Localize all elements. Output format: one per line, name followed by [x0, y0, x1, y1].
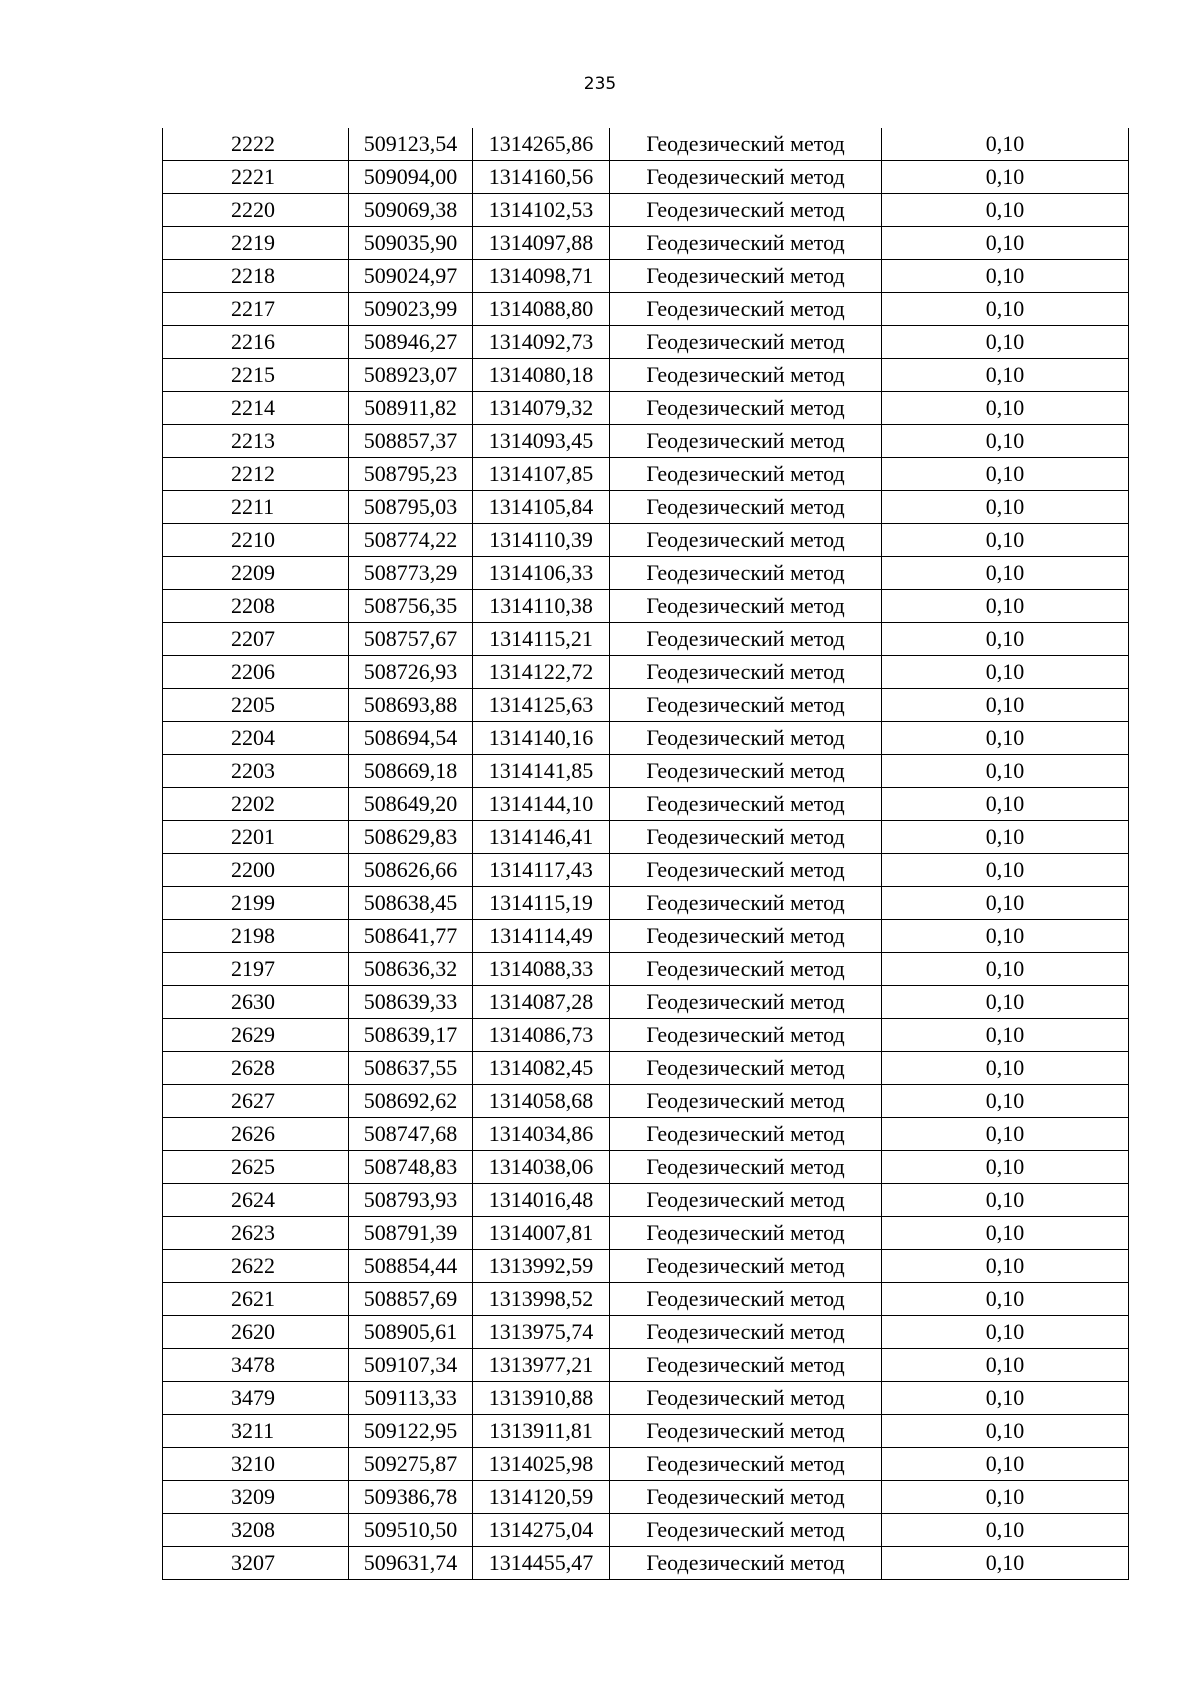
method-cell: Геодезический метод [610, 590, 882, 623]
method-cell: Геодезический метод [610, 1382, 882, 1415]
x-coordinate-cell: 509275,87 [349, 1448, 473, 1481]
point-number-cell: 2217 [163, 293, 349, 326]
table-row [163, 788, 1129, 821]
method-cell: Геодезический метод [610, 1085, 882, 1118]
accuracy-cell: 0,10 [882, 1481, 1129, 1514]
x-coordinate-cell: 509123,54 [349, 128, 473, 161]
y-coordinate-cell: 1314140,16 [473, 722, 610, 755]
accuracy-cell: 0,10 [882, 722, 1129, 755]
y-coordinate-cell: 1314025,98 [473, 1448, 610, 1481]
table-row [163, 458, 1129, 491]
y-coordinate-cell: 1314098,71 [473, 260, 610, 293]
y-coordinate-cell: 1314097,88 [473, 227, 610, 260]
x-coordinate-cell: 508795,03 [349, 491, 473, 524]
method-cell: Геодезический метод [610, 392, 882, 425]
table-row [163, 887, 1129, 920]
point-number-cell: 3478 [163, 1349, 349, 1382]
method-cell: Геодезический метод [610, 194, 882, 227]
table-row [163, 1151, 1129, 1184]
table-row [163, 1019, 1129, 1052]
point-number-cell: 2204 [163, 722, 349, 755]
x-coordinate-cell: 508694,54 [349, 722, 473, 755]
table-row [163, 1316, 1129, 1349]
y-coordinate-cell: 1314087,28 [473, 986, 610, 1019]
point-number-cell: 2215 [163, 359, 349, 392]
table-row [163, 524, 1129, 557]
y-coordinate-cell: 1314016,48 [473, 1184, 610, 1217]
point-number-cell: 2209 [163, 557, 349, 590]
method-cell: Геодезический метод [610, 1019, 882, 1052]
accuracy-cell: 0,10 [882, 1151, 1129, 1184]
accuracy-cell: 0,10 [882, 1250, 1129, 1283]
y-coordinate-cell: 1314114,49 [473, 920, 610, 953]
table-row [163, 1349, 1129, 1382]
table-row [163, 590, 1129, 623]
point-number-cell: 2203 [163, 755, 349, 788]
coordinates-table-body [163, 128, 1129, 1580]
accuracy-cell: 0,10 [882, 887, 1129, 920]
accuracy-cell: 0,10 [882, 1052, 1129, 1085]
table-row [163, 227, 1129, 260]
y-coordinate-cell: 1314105,84 [473, 491, 610, 524]
method-cell: Геодезический метод [610, 755, 882, 788]
method-cell: Геодезический метод [610, 656, 882, 689]
x-coordinate-cell: 508911,82 [349, 392, 473, 425]
x-coordinate-cell: 509510,50 [349, 1514, 473, 1547]
point-number-cell: 2220 [163, 194, 349, 227]
table-row [163, 1547, 1129, 1580]
method-cell: Геодезический метод [610, 1514, 882, 1547]
method-cell: Геодезический метод [610, 1316, 882, 1349]
page-number: 235 [583, 74, 617, 94]
table-row [163, 425, 1129, 458]
x-coordinate-cell: 508669,18 [349, 755, 473, 788]
y-coordinate-cell: 1313975,74 [473, 1316, 610, 1349]
accuracy-cell: 0,10 [882, 590, 1129, 623]
method-cell: Геодезический метод [610, 623, 882, 656]
x-coordinate-cell: 508693,88 [349, 689, 473, 722]
accuracy-cell: 0,10 [882, 689, 1129, 722]
point-number-cell: 2211 [163, 491, 349, 524]
y-coordinate-cell: 1314082,45 [473, 1052, 610, 1085]
table-row [163, 491, 1129, 524]
table-row [163, 161, 1129, 194]
accuracy-cell: 0,10 [882, 1019, 1129, 1052]
y-coordinate-cell: 1314088,80 [473, 293, 610, 326]
x-coordinate-cell: 508857,37 [349, 425, 473, 458]
accuracy-cell: 0,10 [882, 260, 1129, 293]
accuracy-cell: 0,10 [882, 1349, 1129, 1382]
table-row [163, 1382, 1129, 1415]
x-coordinate-cell: 509631,74 [349, 1547, 473, 1580]
accuracy-cell: 0,10 [882, 326, 1129, 359]
method-cell: Геодезический метод [610, 953, 882, 986]
table-row [163, 1184, 1129, 1217]
table-row [163, 1448, 1129, 1481]
point-number-cell: 2630 [163, 986, 349, 1019]
y-coordinate-cell: 1314110,38 [473, 590, 610, 623]
accuracy-cell: 0,10 [882, 953, 1129, 986]
table-row [163, 1085, 1129, 1118]
table-row [163, 1052, 1129, 1085]
accuracy-cell: 0,10 [882, 755, 1129, 788]
table-row [163, 557, 1129, 590]
point-number-cell: 2625 [163, 1151, 349, 1184]
y-coordinate-cell: 1314034,86 [473, 1118, 610, 1151]
table-row [163, 1217, 1129, 1250]
method-cell: Геодезический метод [610, 1151, 882, 1184]
x-coordinate-cell: 508795,23 [349, 458, 473, 491]
x-coordinate-cell: 508946,27 [349, 326, 473, 359]
method-cell: Геодезический метод [610, 524, 882, 557]
x-coordinate-cell: 508636,32 [349, 953, 473, 986]
x-coordinate-cell: 508905,61 [349, 1316, 473, 1349]
method-cell: Геодезический метод [610, 1184, 882, 1217]
y-coordinate-cell: 1314102,53 [473, 194, 610, 227]
point-number-cell: 3479 [163, 1382, 349, 1415]
y-coordinate-cell: 1314120,59 [473, 1481, 610, 1514]
point-number-cell: 3208 [163, 1514, 349, 1547]
accuracy-cell: 0,10 [882, 1085, 1129, 1118]
accuracy-cell: 0,10 [882, 557, 1129, 590]
table-row [163, 656, 1129, 689]
table-row [163, 953, 1129, 986]
point-number-cell: 2628 [163, 1052, 349, 1085]
accuracy-cell: 0,10 [882, 1184, 1129, 1217]
point-number-cell: 2214 [163, 392, 349, 425]
accuracy-cell: 0,10 [882, 425, 1129, 458]
table-row [163, 194, 1129, 227]
x-coordinate-cell: 509094,00 [349, 161, 473, 194]
accuracy-cell: 0,10 [882, 1382, 1129, 1415]
point-number-cell: 2206 [163, 656, 349, 689]
accuracy-cell: 0,10 [882, 1514, 1129, 1547]
method-cell: Геодезический метод [610, 557, 882, 590]
method-cell: Геодезический метод [610, 128, 882, 161]
accuracy-cell: 0,10 [882, 194, 1129, 227]
x-coordinate-cell: 508641,77 [349, 920, 473, 953]
point-number-cell: 3210 [163, 1448, 349, 1481]
method-cell: Геодезический метод [610, 227, 882, 260]
y-coordinate-cell: 1314122,72 [473, 656, 610, 689]
x-coordinate-cell: 508638,45 [349, 887, 473, 920]
x-coordinate-cell: 509023,99 [349, 293, 473, 326]
point-number-cell: 2623 [163, 1217, 349, 1250]
point-number-cell: 3207 [163, 1547, 349, 1580]
table-row [163, 128, 1129, 161]
y-coordinate-cell: 1313911,81 [473, 1415, 610, 1448]
accuracy-cell: 0,10 [882, 986, 1129, 1019]
accuracy-cell: 0,10 [882, 920, 1129, 953]
method-cell: Геодезический метод [610, 788, 882, 821]
x-coordinate-cell: 508692,62 [349, 1085, 473, 1118]
x-coordinate-cell: 508649,20 [349, 788, 473, 821]
x-coordinate-cell: 509069,38 [349, 194, 473, 227]
x-coordinate-cell: 509024,97 [349, 260, 473, 293]
point-number-cell: 2199 [163, 887, 349, 920]
table-row [163, 755, 1129, 788]
point-number-cell: 2213 [163, 425, 349, 458]
y-coordinate-cell: 1314115,19 [473, 887, 610, 920]
x-coordinate-cell: 508756,35 [349, 590, 473, 623]
x-coordinate-cell: 508757,67 [349, 623, 473, 656]
x-coordinate-cell: 509113,33 [349, 1382, 473, 1415]
point-number-cell: 2201 [163, 821, 349, 854]
point-number-cell: 2218 [163, 260, 349, 293]
accuracy-cell: 0,10 [882, 1118, 1129, 1151]
x-coordinate-cell: 509386,78 [349, 1481, 473, 1514]
table-row [163, 392, 1129, 425]
x-coordinate-cell: 508726,93 [349, 656, 473, 689]
accuracy-cell: 0,10 [882, 623, 1129, 656]
table-row [163, 821, 1129, 854]
y-coordinate-cell: 1313992,59 [473, 1250, 610, 1283]
y-coordinate-cell: 1314146,41 [473, 821, 610, 854]
table-row [163, 326, 1129, 359]
accuracy-cell: 0,10 [882, 788, 1129, 821]
x-coordinate-cell: 508629,83 [349, 821, 473, 854]
point-number-cell: 2629 [163, 1019, 349, 1052]
y-coordinate-cell: 1314144,10 [473, 788, 610, 821]
method-cell: Геодезический метод [610, 1448, 882, 1481]
y-coordinate-cell: 1314092,73 [473, 326, 610, 359]
x-coordinate-cell: 508773,29 [349, 557, 473, 590]
y-coordinate-cell: 1313910,88 [473, 1382, 610, 1415]
accuracy-cell: 0,10 [882, 1283, 1129, 1316]
table-row [163, 920, 1129, 953]
x-coordinate-cell: 508793,93 [349, 1184, 473, 1217]
y-coordinate-cell: 1314115,21 [473, 623, 610, 656]
x-coordinate-cell: 508747,68 [349, 1118, 473, 1151]
point-number-cell: 2205 [163, 689, 349, 722]
x-coordinate-cell: 508854,44 [349, 1250, 473, 1283]
accuracy-cell: 0,10 [882, 1217, 1129, 1250]
y-coordinate-cell: 1314107,85 [473, 458, 610, 491]
method-cell: Геодезический метод [610, 260, 882, 293]
method-cell: Геодезический метод [610, 887, 882, 920]
accuracy-cell: 0,10 [882, 821, 1129, 854]
method-cell: Геодезический метод [610, 986, 882, 1019]
table-row [163, 1250, 1129, 1283]
accuracy-cell: 0,10 [882, 1415, 1129, 1448]
table-row [163, 260, 1129, 293]
point-number-cell: 2207 [163, 623, 349, 656]
x-coordinate-cell: 508639,17 [349, 1019, 473, 1052]
table-row [163, 689, 1129, 722]
accuracy-cell: 0,10 [882, 656, 1129, 689]
point-number-cell: 2221 [163, 161, 349, 194]
accuracy-cell: 0,10 [882, 1547, 1129, 1580]
accuracy-cell: 0,10 [882, 161, 1129, 194]
method-cell: Геодезический метод [610, 854, 882, 887]
x-coordinate-cell: 508923,07 [349, 359, 473, 392]
point-number-cell: 2222 [163, 128, 349, 161]
point-number-cell: 2620 [163, 1316, 349, 1349]
point-number-cell: 2202 [163, 788, 349, 821]
accuracy-cell: 0,10 [882, 128, 1129, 161]
point-number-cell: 3211 [163, 1415, 349, 1448]
y-coordinate-cell: 1314038,06 [473, 1151, 610, 1184]
y-coordinate-cell: 1314058,68 [473, 1085, 610, 1118]
method-cell: Геодезический метод [610, 1349, 882, 1382]
point-number-cell: 2198 [163, 920, 349, 953]
point-number-cell: 2208 [163, 590, 349, 623]
y-coordinate-cell: 1313998,52 [473, 1283, 610, 1316]
accuracy-cell: 0,10 [882, 227, 1129, 260]
point-number-cell: 2627 [163, 1085, 349, 1118]
x-coordinate-cell: 509035,90 [349, 227, 473, 260]
method-cell: Геодезический метод [610, 161, 882, 194]
table-row [163, 854, 1129, 887]
method-cell: Геодезический метод [610, 326, 882, 359]
x-coordinate-cell: 508639,33 [349, 986, 473, 1019]
point-number-cell: 3209 [163, 1481, 349, 1514]
method-cell: Геодезический метод [610, 1118, 882, 1151]
method-cell: Геодезический метод [610, 1250, 882, 1283]
y-coordinate-cell: 1313977,21 [473, 1349, 610, 1382]
point-number-cell: 2622 [163, 1250, 349, 1283]
table-row [163, 623, 1129, 656]
coordinates-table [162, 128, 1129, 1580]
method-cell: Геодезический метод [610, 1052, 882, 1085]
table-row [163, 986, 1129, 1019]
table-row [163, 293, 1129, 326]
point-number-cell: 2216 [163, 326, 349, 359]
method-cell: Геодезический метод [610, 425, 882, 458]
point-number-cell: 2197 [163, 953, 349, 986]
y-coordinate-cell: 1314007,81 [473, 1217, 610, 1250]
method-cell: Геодезический метод [610, 491, 882, 524]
x-coordinate-cell: 509107,34 [349, 1349, 473, 1382]
method-cell: Геодезический метод [610, 1217, 882, 1250]
y-coordinate-cell: 1314093,45 [473, 425, 610, 458]
y-coordinate-cell: 1314106,33 [473, 557, 610, 590]
y-coordinate-cell: 1314160,56 [473, 161, 610, 194]
method-cell: Геодезический метод [610, 1283, 882, 1316]
table-row [163, 1118, 1129, 1151]
y-coordinate-cell: 1314088,33 [473, 953, 610, 986]
y-coordinate-cell: 1314455,47 [473, 1547, 610, 1580]
point-number-cell: 2621 [163, 1283, 349, 1316]
accuracy-cell: 0,10 [882, 491, 1129, 524]
accuracy-cell: 0,10 [882, 458, 1129, 491]
x-coordinate-cell: 508626,66 [349, 854, 473, 887]
accuracy-cell: 0,10 [882, 392, 1129, 425]
y-coordinate-cell: 1314086,73 [473, 1019, 610, 1052]
y-coordinate-cell: 1314080,18 [473, 359, 610, 392]
method-cell: Геодезический метод [610, 1481, 882, 1514]
y-coordinate-cell: 1314125,63 [473, 689, 610, 722]
method-cell: Геодезический метод [610, 359, 882, 392]
point-number-cell: 2624 [163, 1184, 349, 1217]
accuracy-cell: 0,10 [882, 1316, 1129, 1349]
x-coordinate-cell: 509122,95 [349, 1415, 473, 1448]
table-row [163, 1283, 1129, 1316]
accuracy-cell: 0,10 [882, 1448, 1129, 1481]
accuracy-cell: 0,10 [882, 524, 1129, 557]
x-coordinate-cell: 508748,83 [349, 1151, 473, 1184]
y-coordinate-cell: 1314265,86 [473, 128, 610, 161]
method-cell: Геодезический метод [610, 1415, 882, 1448]
y-coordinate-cell: 1314275,04 [473, 1514, 610, 1547]
method-cell: Геодезический метод [610, 1547, 882, 1580]
method-cell: Геодезический метод [610, 722, 882, 755]
point-number-cell: 2626 [163, 1118, 349, 1151]
method-cell: Геодезический метод [610, 458, 882, 491]
x-coordinate-cell: 508637,55 [349, 1052, 473, 1085]
point-number-cell: 2212 [163, 458, 349, 491]
y-coordinate-cell: 1314141,85 [473, 755, 610, 788]
y-coordinate-cell: 1314110,39 [473, 524, 610, 557]
table-row [163, 1415, 1129, 1448]
point-number-cell: 2200 [163, 854, 349, 887]
table-row [163, 1514, 1129, 1547]
method-cell: Геодезический метод [610, 920, 882, 953]
table-row [163, 359, 1129, 392]
method-cell: Геодезический метод [610, 689, 882, 722]
accuracy-cell: 0,10 [882, 293, 1129, 326]
accuracy-cell: 0,10 [882, 359, 1129, 392]
point-number-cell: 2210 [163, 524, 349, 557]
x-coordinate-cell: 508791,39 [349, 1217, 473, 1250]
y-coordinate-cell: 1314117,43 [473, 854, 610, 887]
table-row [163, 1481, 1129, 1514]
method-cell: Геодезический метод [610, 821, 882, 854]
x-coordinate-cell: 508774,22 [349, 524, 473, 557]
y-coordinate-cell: 1314079,32 [473, 392, 610, 425]
method-cell: Геодезический метод [610, 293, 882, 326]
accuracy-cell: 0,10 [882, 854, 1129, 887]
table-row [163, 722, 1129, 755]
x-coordinate-cell: 508857,69 [349, 1283, 473, 1316]
point-number-cell: 2219 [163, 227, 349, 260]
